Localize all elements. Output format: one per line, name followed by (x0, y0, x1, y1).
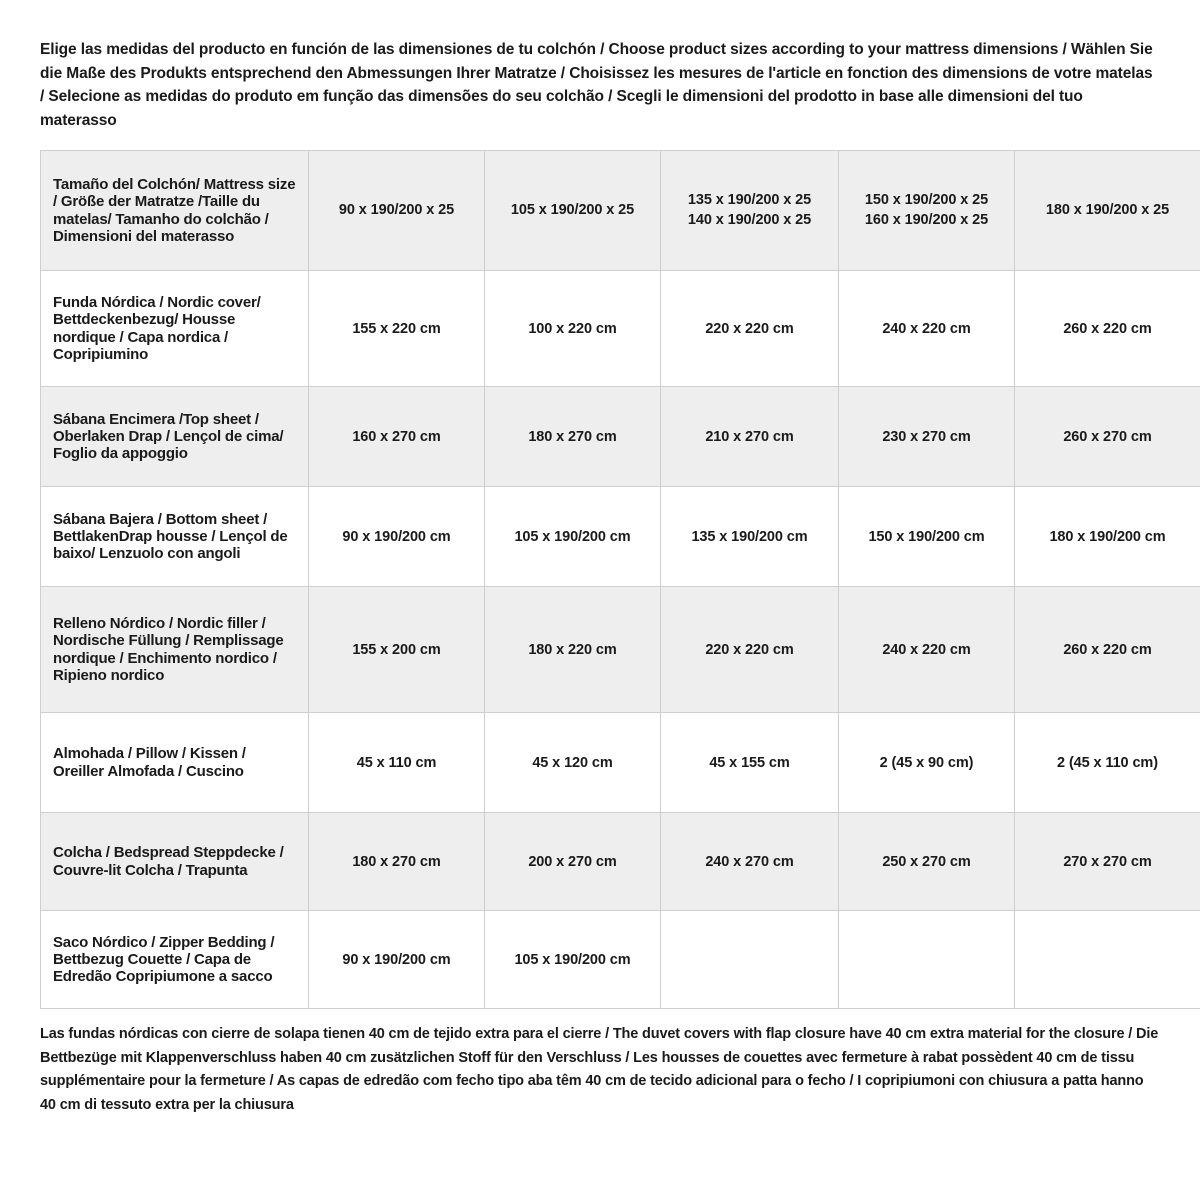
row-cell: 90 x 190/200 cm (309, 487, 485, 587)
row-label: Funda Nórdica / Nordic cover/ Bettdeckenbezug/ Housse nordique / Capa nordica / Copripiumino (41, 271, 309, 387)
row-cell (661, 911, 839, 1009)
row-cell (839, 911, 1015, 1009)
row-label: Almohada / Pillow / Kissen / Oreiller Almofada / Cuscino (41, 713, 309, 813)
header-col-4 (839, 151, 1015, 271)
row-cell: 260 x 270 cm (1015, 387, 1200, 487)
header-row-label: Tamaño del Colchón/ Mattress size / Größe der Matratze /Taille du matelas/ Tamanho do colchão / Dimensioni del materasso (41, 151, 309, 271)
header-col-3-line-1: 135 x 190/200 x 25 (687, 192, 812, 209)
row-cell: 270 x 270 cm (1015, 813, 1200, 911)
footnote-text: Las fundas nórdicas con cierre de solapa tienen 40 cm de tejido extra para el cierre / The duvet covers with flap closure have 40 cm extra material for the closure / Die Bettbezüge mit Klappenverschluss haben 40 cm zusätzlichen Stoff für den Verschluss / Les housses de couettes avec fermeture à rabat possèdent 40 cm de tissu supplémentaire pour la fermeture / As capas de edredão com fecho tipo aba têm 40 cm de tecido adicional para o fecho / I copripiumoni con chiusura a patta hanno 40 cm di tessuto extra per la chiusura (40, 1026, 1159, 1113)
row-cell: 250 x 270 cm (839, 813, 1015, 911)
header-col-2-line-1: 105 x 190/200 x 25 (510, 201, 635, 218)
row-cell: 160 x 270 cm (309, 387, 485, 487)
table-row (41, 587, 1200, 713)
header-col-3 (661, 151, 839, 271)
row-cell: 155 x 200 cm (309, 587, 485, 713)
row-cell: 155 x 220 cm (309, 271, 485, 387)
row-cell: 105 x 190/200 cm (485, 911, 661, 1009)
row-cell (1015, 911, 1200, 1009)
row-cell: 180 x 220 cm (485, 587, 661, 713)
table-row (41, 487, 1200, 587)
row-label: Sábana Bajera / Bottom sheet / BettlakenDrap housse / Lençol de baixo/ Lenzuolo con angoli (41, 487, 309, 587)
row-cell: 180 x 270 cm (309, 813, 485, 911)
row-cell: 105 x 190/200 cm (485, 487, 661, 587)
row-cell: 180 x 190/200 cm (1015, 487, 1200, 587)
header-col-1 (309, 151, 485, 271)
row-cell: 45 x 155 cm (661, 713, 839, 813)
row-cell: 210 x 270 cm (661, 387, 839, 487)
row-cell: 260 x 220 cm (1015, 271, 1200, 387)
row-label: Colcha / Bedspread Steppdecke / Couvre-lit Colcha / Trapunta (41, 813, 309, 911)
table-row (41, 387, 1200, 487)
row-cell: 260 x 220 cm (1015, 587, 1200, 713)
row-cell: 240 x 220 cm (839, 587, 1015, 713)
row-cell: 45 x 110 cm (309, 713, 485, 813)
table-row (41, 911, 1200, 1009)
row-cell: 135 x 190/200 cm (661, 487, 839, 587)
header-col-5-line-1: 180 x 190/200 x 25 (1045, 201, 1170, 218)
row-cell: 220 x 220 cm (661, 587, 839, 713)
header-col-3-line-2: 140 x 190/200 x 25 (687, 211, 812, 228)
row-cell: 2 (45 x 90 cm) (839, 713, 1015, 813)
row-cell: 240 x 270 cm (661, 813, 839, 911)
row-cell: 150 x 190/200 cm (839, 487, 1015, 587)
row-label: Relleno Nórdico / Nordic filler / Nordische Füllung / Remplissage nordique / Enchimento nordico / Ripieno nordico (41, 587, 309, 713)
row-cell: 180 x 270 cm (485, 387, 661, 487)
row-cell: 230 x 270 cm (839, 387, 1015, 487)
row-cell: 100 x 220 cm (485, 271, 661, 387)
row-cell: 90 x 190/200 cm (309, 911, 485, 1009)
row-cell: 45 x 120 cm (485, 713, 661, 813)
row-cell: 200 x 270 cm (485, 813, 661, 911)
table-header-row (41, 151, 1200, 271)
row-label: Saco Nórdico / Zipper Bedding / Bettbezug Couette / Capa de Edredão Copripiumone a sacco (41, 911, 309, 1009)
table-row (41, 713, 1200, 813)
intro-text: Elige las medidas del producto en función de las dimensiones de tu colchón / Choose product sizes according to your mattress dimensions / Wählen Sie die Maße des Produkts entsprechend den Abmessungen Ihrer Matratze / Choisissez les mesures de l'article en fonction des dimensions de votre matelas / Selecione as medidas do produto em função das dimensões do seu colchão / Scegli le dimensioni del prodotto in base alle dimensioni del tuo materasso (40, 41, 1153, 129)
row-cell: 220 x 220 cm (661, 271, 839, 387)
header-col-4-line-2: 160 x 190/200 x 25 (864, 211, 989, 228)
mattress-size-table (40, 150, 1200, 1009)
header-col-5 (1015, 151, 1200, 271)
table-row (41, 271, 1200, 387)
row-cell: 2 (45 x 110 cm) (1015, 713, 1200, 813)
header-col-2 (485, 151, 661, 271)
row-label: Sábana Encimera /Top sheet / Oberlaken Drap / Lençol de cima/ Foglio da appoggio (41, 387, 309, 487)
table-row (41, 813, 1200, 911)
header-col-4-line-1: 150 x 190/200 x 25 (864, 192, 989, 209)
row-cell: 240 x 220 cm (839, 271, 1015, 387)
header-col-1-line-1: 90 x 190/200 x 25 (338, 201, 455, 218)
